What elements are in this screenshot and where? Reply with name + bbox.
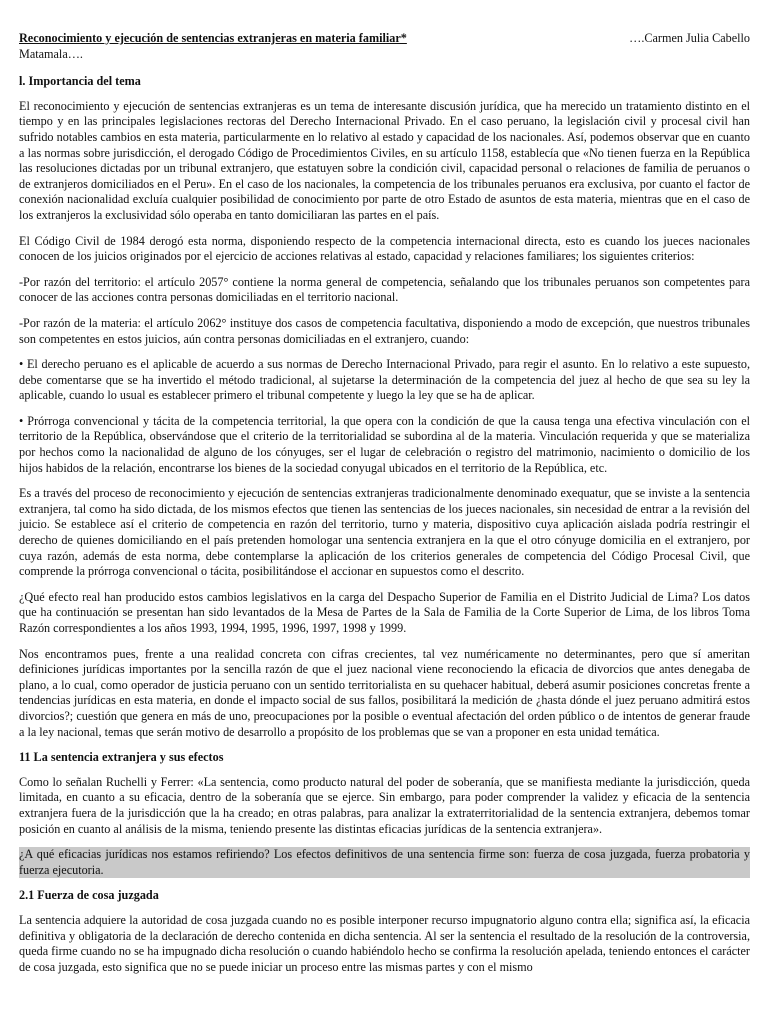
author-name: ….Carmen Julia Cabello (629, 31, 750, 45)
section-heading-sentencia-extranjera: 11 La sentencia extranjera y sus efectos (19, 750, 224, 765)
paragraph: -Por razón del territorio: el artículo 2057° contiene la norma general de competencia, señalando que los tribunales peruanos son competentes para conocer de las acciones contra personas domiciliadas en el territorio nacional. (19, 274, 750, 305)
bullet-paragraph: • El derecho peruano es el aplicable de acuerdo a sus normas de Derecho Internacional Privado, para regir el asunto. En lo relativo a este supuesto, debe comentarse que se ha invertido el método tradicional, al sujetarse la determinación de la competencia del juez al hecho de que sea su ley la aplicable, cuando lo usual es establecer primero el tribunal competente y luego la ley que se ha de aplicar. (19, 357, 750, 403)
paragraph: El reconocimiento y ejecución de sentencias extranjeras es un tema de interesante discusión jurídica, que ha merecido un tratamiento distinto en el tiempo y en las principales legislaciones rectoras del Derecho Internacional Privado. En el caso peruano, la legislación civil y procesal civil han sufrido notables cambios en esta materia, particularmente en lo relativo al estado y capacidad de los nacionales. Así, podemos observar que en cuanto a las normas sobre jurisdicción, el derogado Código de Procedimientos Civiles, en su artículo 1158, establecía que «No tienen fuerza en la República las resoluciones dictadas por un tribunal extranjero, que estatuyen sobre la condición civil, capacidad personal o relaciones de familia de peruanos o de extranjeros domiciliados en el Peru». En el caso de los nacionales, la competencia de los tribunales peruanos era exclusiva, por cuanto el factor de conexión nacionalidad excluía cualquier posibilidad de conocimiento por parte de otro Estado de asuntos de esta materia, mientras que en el caso de los extranjeros la exclusividad sólo operaba en tanto domiciliaran las partes en el país. (19, 98, 750, 222)
paragraph: ¿Qué efecto real han producido estos cambios legislativos en la carga del Despacho Superior de Familia en el Distrito Judicial de Lima? Los datos que ha continuación se presentan han sido levantados de la Mesa de Partes de la Sala de Familia de la Corte Superior de Lima, de los libros Toma Razón correspondientes a los años 1993, 1994, 1995, 1996, 1997, 1998 y 1999. (19, 589, 750, 635)
page-bottom-fade (0, 1006, 768, 1024)
document-title: Reconocimiento y ejecución de sentencias extranjeras en materia familiar* (19, 31, 407, 45)
section-heading-cosa-juzgada: 2.1 Fuerza de cosa juzgada (19, 888, 159, 903)
document-page (19, 31, 750, 985)
paragraph: Nos encontramos pues, frente a una realidad concreta con cifras crecientes, tal vez numéricamente no determinantes, pero que sí ameritan definiciones jurídicas importantes por la sencilla razón de que el juez nacional viene reconociendo la eficacia de divorcios que antes denegaba de plano, a lo cual, como operador de justicia peruano con un sentido territorialista en su quehacer habitual, deberá asumir posiciones concretas frente a tendencias jurídicas en esta materia, en donde el impacto social de sus fallos, posibilitará la medición de ¿hasta dónde el juez peruano admitirá estos divorcios?; cuestión que genera en más de uno, preocupaciones por la posible o eventual afectación del orden público o de intentos de generar fraude a la ley nacional, temas que serán motivo de desarrollo a propósito de los problemas que se van a proponer en esta unidad temática. (19, 646, 750, 739)
highlighted-paragraph: ¿A qué eficacias jurídicas nos estamos refiriendo? Los efectos definitivos de una sentencia firme son: fuerza de cosa juzgada, fuerza probatoria y fuerza ejecutoria. (19, 847, 750, 877)
paragraph: La sentencia adquiere la autoridad de cosa juzgada cuando no es posible interponer recurso impugnatorio alguno contra ella; significa así, la eficacia definitiva y obligatoria de la declaración de derecho contenida en dicha sentencia. Al ser la sentencia el resultado de la resolución de la controversia, queda firme cuando no se ha impugnado dicha resolución o cuando habiéndolo hecho se confirma la resolución apelada, teniendo entonces el carácter de cosa juzgada, esto significa que no se puede iniciar un proceso entre las mismas partes y con el mismo (19, 912, 750, 974)
author-name-continued: Matamala…. (19, 46, 83, 61)
paragraph: Como lo señalan Ruchelli y Ferrer: «La sentencia, como producto natural del poder de soberanía, que se manifiesta mediante la jurisdicción, queda limitada, en cuanto a su eficacia, dentro de la soberanía que se ejerce. Sin embargo, para poder comprender la validez y eficacia de la sentencia extranjera fuera de la jurisdicción que la ha creado; en otras palabras, para analizar la extraterritorialidad de la sentencia extranjera, debemos tomar posición en cuanto al análisis de la misma, teniendo presente las distintas eficacias jurídicas de la sentencia extranjera». (19, 774, 750, 836)
document-header (19, 31, 750, 47)
paragraph: Es a través del proceso de reconocimiento y ejecución de sentencias extranjeras tradicionalmente denominado exequatur, que se inviste a la sentencia extranjera, tal como ha sido dictada, de los mismos efectos que tienen las sentencias de los jueces nacionales, sin necesidad de entrar a la revisión del juicio. Se establece así el criterio de competencia en razón del territorio, turno y materia, dispositivo cuya aplicación aislada podría restringir el derecho de quienes domiciliando en el país pretenden homologar una sentencia extranjera en la que el otro cónyuge domicilia en el extranjero, por cuya razón, además de esta norma, debe contemplarse la aplicación de los criterios generales de competencia del Código Procesal Civil, que comprende la prórroga convencional o tácita, posibilitándose el accionar en supuestos como el descrito. (19, 486, 750, 579)
bullet-paragraph: • Prórroga convencional y tácita de la competencia territorial, la que opera con la condición de que la causa tenga una efectiva vinculación con el territorio de la República, observándose que el criterio de la territorialidad se subordina al de la materia. Vinculación requerida y que se materializa por hechos como la nacionalidad de alguno de los cónyuges, ser el lugar de celebración o registro del matrimonio, nacimiento o domicilio de los hijos habidos de la relación, encontrarse los bienes de la sociedad conyugal ubicados en el territorio de la República, etc. (19, 413, 750, 475)
paragraph: El Código Civil de 1984 derogó esta norma, disponiendo respecto de la competencia internacional directa, esto es cuando los jueces nacionales conocen de los juicios originados por el ejercicio de acciones relativas al estado, capacidad y relaciones familiares; los siguientes criterios: (19, 233, 750, 264)
section-heading-importancia: l. Importancia del tema (19, 74, 141, 89)
paragraph: -Por razón de la materia: el artículo 2062° instituye dos casos de competencia facultativa, disponiendo a modo de excepción, que nuestros tribunales son competentes en estos juicios, aún contra personas domiciliadas en el extranjero, cuando: (19, 315, 750, 346)
